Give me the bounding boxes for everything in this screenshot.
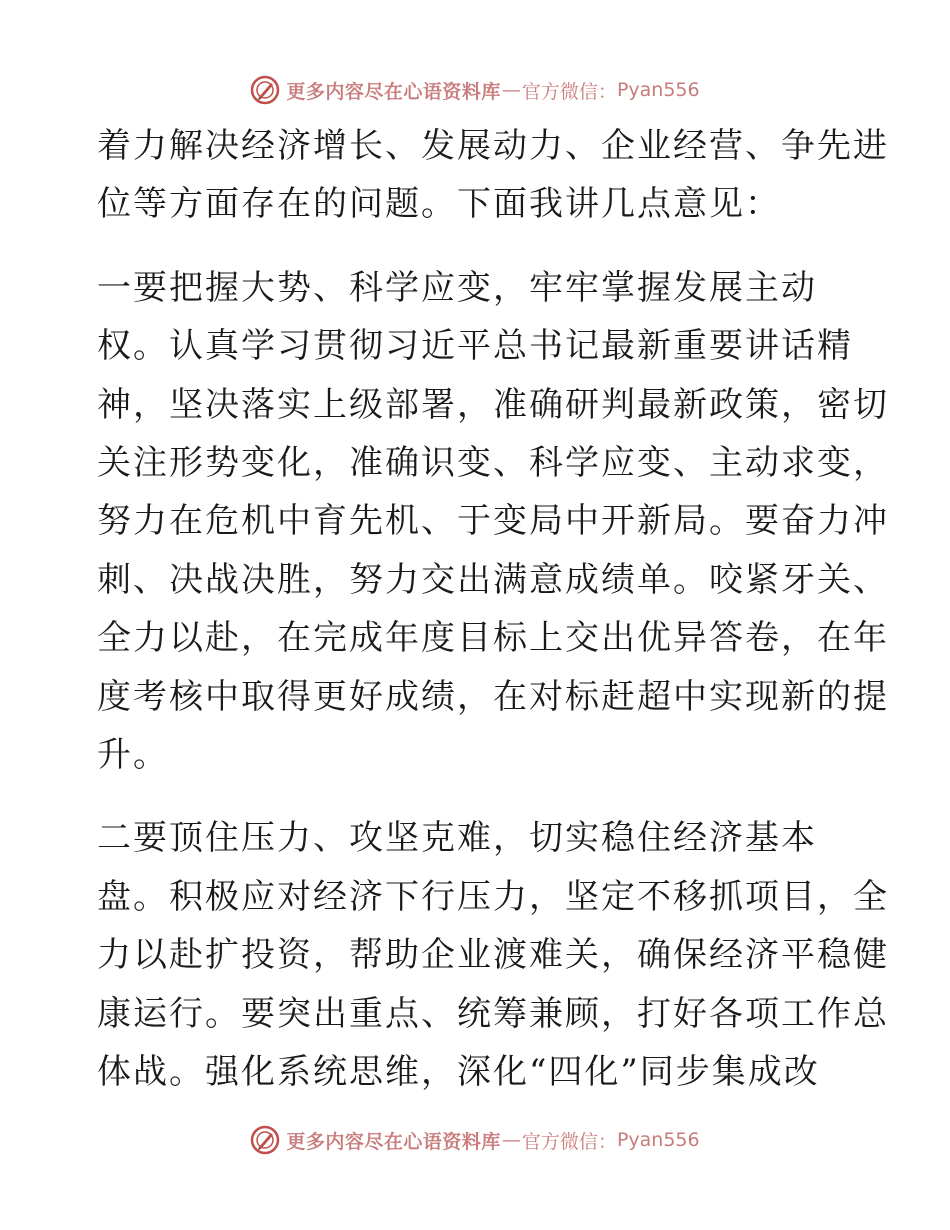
pen-logo-icon	[250, 1125, 280, 1155]
text-line: 升。	[97, 735, 169, 776]
watermark-brand: 更多内容尽在心语资料库	[286, 80, 501, 103]
text-line: 康运行。要突出重点、统筹兼顾，打好各项工作总	[97, 993, 889, 1034]
text-line: 力以赴扩投资，帮助企业渡难关，确保经济平稳健	[97, 935, 889, 976]
text-line: 盘。积极应对经济下行压力，坚定不移抓项目，全	[97, 876, 889, 917]
watermark-wechat-id: Pyan556	[616, 1129, 700, 1151]
paragraph-point-two	[97, 809, 889, 1101]
text-line: 体战。强化系统思维，深化“四化”同步集成改	[97, 1052, 820, 1093]
paragraph-intro	[97, 117, 889, 234]
text-line: 位等方面存在的问题。下面我讲几点意见：	[97, 184, 781, 225]
text-line: 着力解决经济增长、发展动力、企业经营、争先进	[97, 126, 889, 166]
watermark-brand: 更多内容尽在心语资料库	[286, 1130, 501, 1153]
text-line: 权。认真学习贯彻习近平总书记最新重要讲话精	[97, 326, 853, 367]
watermark-wechat-id: Pyan556	[616, 79, 700, 101]
document-body	[97, 117, 889, 1102]
text-line: 二要顶住压力、攻坚克难，切实稳住经济基本	[97, 818, 817, 859]
watermark-dash: —	[501, 79, 521, 101]
pen-logo-icon	[250, 75, 280, 105]
text-line: 全力以赴，在完成年度目标上交出优异答卷，在年	[97, 618, 889, 659]
text-line: 度考核中取得更好成绩，在对标赶超中实现新的提	[97, 676, 889, 717]
watermark-label: 官方微信：	[521, 1130, 617, 1153]
text-line: 神，坚决落实上级部署，准确研判最新政策，密切	[97, 384, 889, 425]
text-line: 一要把握大势、科学应变，牢牢掌握发展主动	[97, 267, 817, 308]
text-line: 关注形势变化，准确识变、科学应变、主动求变，	[97, 443, 889, 484]
text-line: 刺、决战决胜，努力交出满意成绩单。咬紧牙关、	[97, 559, 889, 600]
watermark-dash: —	[501, 1129, 521, 1151]
watermark-footer	[0, 1122, 950, 1158]
text-line: 努力在危机中育先机、于变局中开新局。要奋力冲	[97, 501, 889, 542]
paragraph-point-one	[97, 259, 889, 785]
watermark-label: 官方微信：	[521, 80, 617, 103]
watermark-header	[0, 72, 950, 108]
